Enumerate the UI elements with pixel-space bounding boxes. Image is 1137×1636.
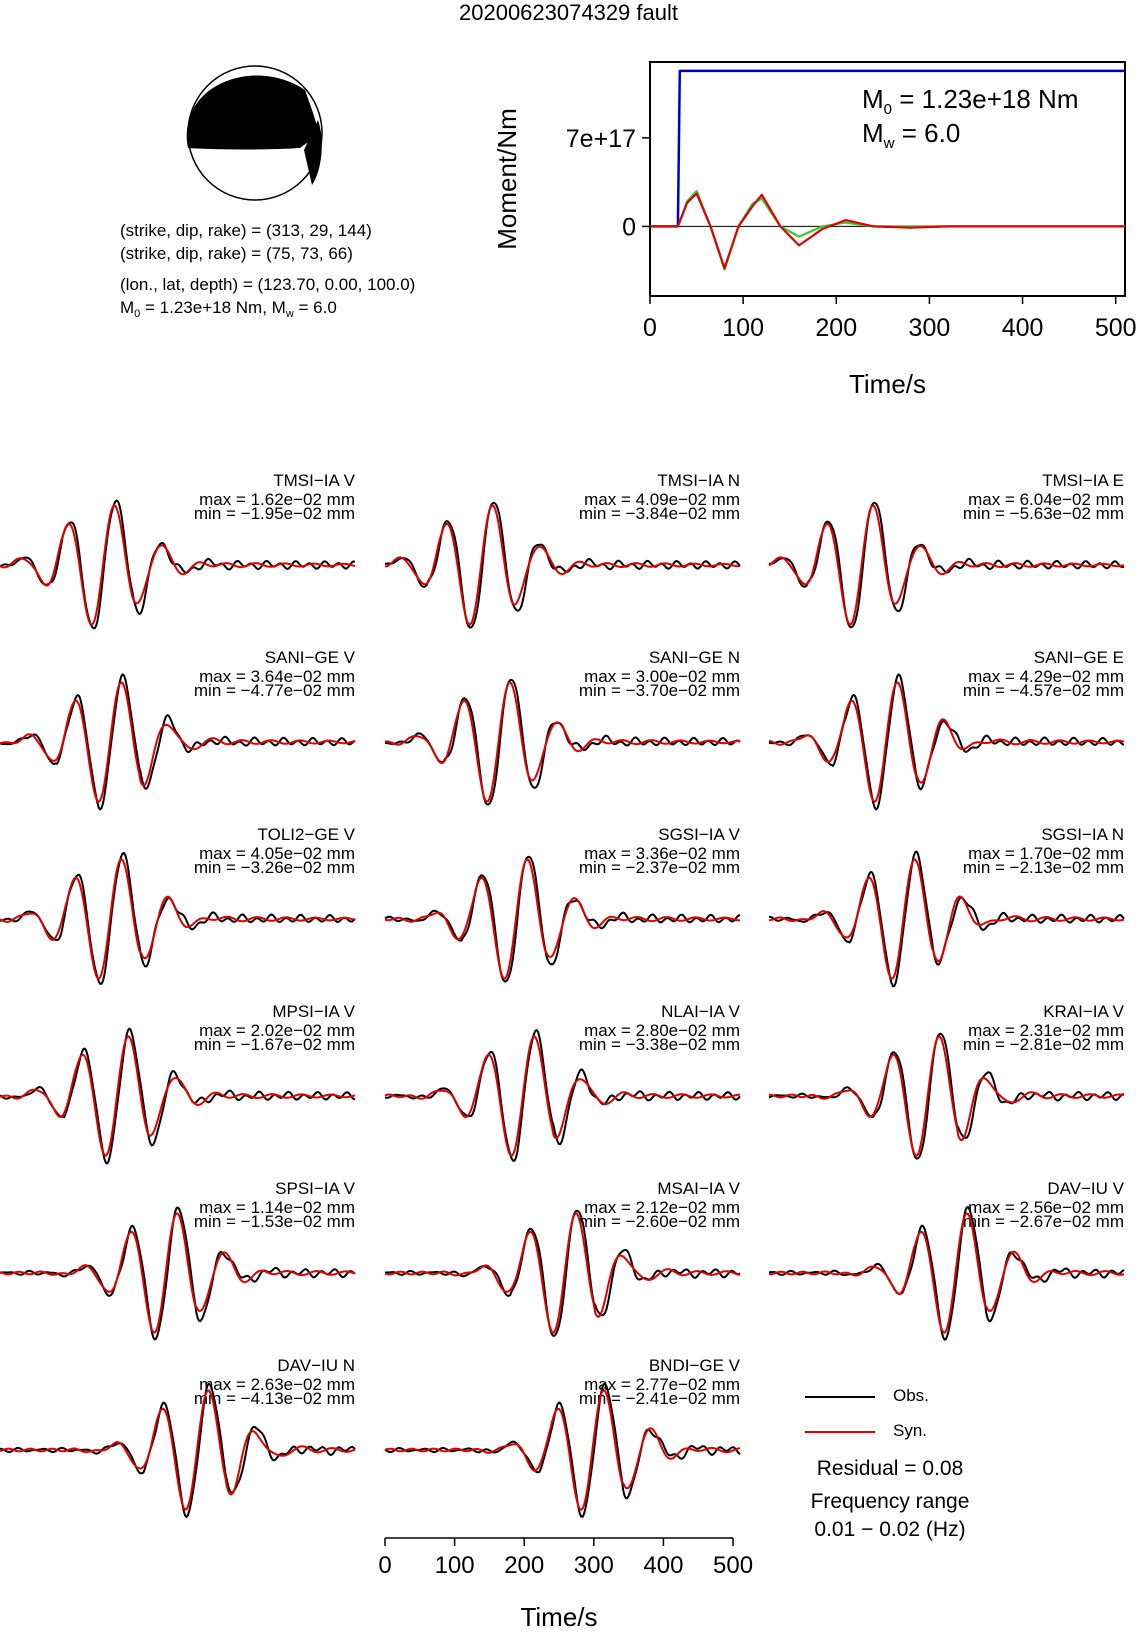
moment-annot-m0 <box>862 84 1078 118</box>
moment-xtick-label-500: 500 <box>1094 314 1137 342</box>
moment-xtick-label-0: 0 <box>643 314 657 342</box>
trace-panel-11 <box>769 1002 1125 1159</box>
trace-max-16: max = 2.77e−02 mm <box>584 1375 740 1394</box>
trace-station-16: BNDI−GE V <box>648 1356 740 1375</box>
page-title: 20200623074329 fault <box>459 0 678 25</box>
trace-panel-10 <box>385 1002 741 1161</box>
legend <box>805 1397 875 1432</box>
trace-max-12: max = 1.14e−02 mm <box>199 1198 355 1217</box>
annot-m0-sub: 0 <box>883 101 893 118</box>
trace-min-9: min = −1.67e−02 mm <box>193 1035 355 1054</box>
moment-ytick-label-0: 0 <box>622 213 636 242</box>
moment-xtick-label-300: 300 <box>908 314 951 342</box>
trace-min-0: min = −1.95e−02 mm <box>193 504 355 523</box>
seismogram-grid <box>0 471 1125 1517</box>
trace-min-5: min = −4.57e−02 mm <box>962 681 1124 700</box>
moment-series-2 <box>650 194 1125 269</box>
trace-station-2: TMSI−IA E <box>1042 471 1124 490</box>
mw-subscript: w <box>285 308 294 320</box>
legend-obs-label: Obs. <box>893 1386 929 1405</box>
trace-syn-15 <box>0 1390 355 1509</box>
trace-station-5: SANI−GE E <box>1033 648 1124 667</box>
mw-text: = 6.0 <box>293 298 337 317</box>
trace-min-13: min = −2.60e−02 mm <box>578 1212 740 1231</box>
trace-station-4: SANI−GE N <box>648 648 740 667</box>
waveform-time-axis <box>378 1538 753 1632</box>
m0-subscript: 0 <box>134 308 141 320</box>
trace-min-15: min = −4.13e−02 mm <box>193 1389 355 1408</box>
trace-min-7: min = −2.37e−02 mm <box>578 858 740 877</box>
trace-max-5: max = 4.29e−02 mm <box>968 667 1124 686</box>
trace-station-0: TMSI−IA V <box>273 471 355 490</box>
trace-panel-7 <box>385 825 741 982</box>
trace-max-10: max = 2.80e−02 mm <box>584 1021 740 1040</box>
nodal-plane-1: (strike, dip, rake) = (313, 29, 144) <box>120 221 372 240</box>
trace-max-14: max = 2.56e−02 mm <box>968 1198 1124 1217</box>
wave-xtick-label-0: 0 <box>378 1552 392 1579</box>
trace-station-9: MPSI−IA V <box>272 1002 355 1021</box>
trace-syn-3 <box>0 682 355 801</box>
trace-max-0: max = 1.62e−02 mm <box>199 490 355 509</box>
trace-min-6: min = −3.26e−02 mm <box>193 858 355 877</box>
frequency-range-title: Frequency range <box>810 1490 970 1513</box>
trace-station-15: DAV−IU N <box>277 1356 355 1375</box>
trace-syn-5 <box>769 682 1124 801</box>
trace-max-11: max = 2.31e−02 mm <box>968 1021 1124 1040</box>
trace-panel-14 <box>769 1179 1125 1340</box>
trace-max-8: max = 1.70e−02 mm <box>968 844 1124 863</box>
trace-station-3: SANI−GE V <box>264 648 355 667</box>
trace-station-8: SGSI−IA N <box>1041 825 1124 844</box>
trace-max-7: max = 3.36e−02 mm <box>584 844 740 863</box>
trace-panel-16 <box>385 1356 741 1517</box>
trace-station-13: MSAI−IA V <box>657 1179 740 1198</box>
trace-station-1: TMSI−IA N <box>657 471 740 490</box>
nodal-plane-2: (strike, dip, rake) = (75, 73, 66) <box>120 244 353 263</box>
trace-max-13: max = 2.12e−02 mm <box>584 1198 740 1217</box>
trace-max-2: max = 6.04e−02 mm <box>968 490 1124 509</box>
trace-min-4: min = −3.70e−02 mm <box>578 681 740 700</box>
annot-mw-sub: w <box>883 135 895 152</box>
trace-min-1: min = −3.84e−02 mm <box>578 504 740 523</box>
trace-syn-6 <box>0 859 355 978</box>
trace-min-3: min = −4.77e−02 mm <box>193 681 355 700</box>
trace-panel-0 <box>0 471 356 628</box>
trace-station-10: NLAI−IA V <box>661 1002 740 1021</box>
trace-panel-6 <box>0 825 356 984</box>
trace-panel-5 <box>769 648 1124 810</box>
wave-xtick-label-500: 500 <box>713 1552 754 1579</box>
trace-max-6: max = 4.05e−02 mm <box>199 844 355 863</box>
trace-panel-1 <box>385 471 740 628</box>
trace-syn-2 <box>769 505 1124 624</box>
wave-xtick-label-100: 100 <box>434 1552 475 1579</box>
trace-min-16: min = −2.41e−02 mm <box>578 1389 740 1408</box>
wave-xlabel: Time/s <box>520 1602 598 1632</box>
moment-xlabel: Time/s <box>848 369 927 399</box>
trace-min-14: min = −2.67e−02 mm <box>962 1212 1124 1231</box>
moment-xtick-label-100: 100 <box>722 314 764 342</box>
trace-max-3: max = 3.64e−02 mm <box>199 667 355 686</box>
trace-panel-9 <box>0 1002 356 1164</box>
moment-ytick-label-7e+17: 7e+17 <box>565 124 636 153</box>
wave-xtick-label-200: 200 <box>504 1552 545 1579</box>
trace-panel-8 <box>769 825 1124 986</box>
trace-panel-3 <box>0 648 356 809</box>
annot-m0-value: = 1.23e+18 Nm <box>892 84 1079 114</box>
moment-xtick-label-400: 400 <box>1001 314 1044 342</box>
trace-panel-2 <box>769 471 1124 627</box>
moment-annot-mw <box>862 118 960 152</box>
trace-panel-15 <box>0 1356 355 1517</box>
trace-station-12: SPSI−IA V <box>275 1179 355 1198</box>
wave-xtick-label-400: 400 <box>643 1552 684 1579</box>
trace-min-8: min = −2.13e−02 mm <box>962 858 1124 877</box>
trace-syn-13 <box>385 1213 740 1332</box>
trace-station-14: DAV−IU V <box>1047 1179 1124 1198</box>
trace-min-12: min = −1.53e−02 mm <box>193 1212 355 1231</box>
moment-ylabel: Moment/Nm <box>492 108 522 250</box>
frequency-range-value: 0.01 − 0.02 (Hz) <box>814 1518 966 1541</box>
trace-syn-1 <box>385 505 740 624</box>
moment-xtick-label-200: 200 <box>815 314 858 342</box>
trace-panel-4 <box>385 648 740 805</box>
trace-station-7: SGSI−IA V <box>658 825 740 844</box>
trace-syn-4 <box>385 682 740 801</box>
trace-panel-12 <box>0 1179 356 1339</box>
wave-xtick-label-300: 300 <box>573 1552 614 1579</box>
trace-station-6: TOLI2−GE V <box>257 825 355 844</box>
annot-m0-symbol: M <box>862 84 884 114</box>
trace-station-11: KRAI−IA V <box>1043 1002 1124 1021</box>
annot-mw-symbol: M <box>862 118 884 148</box>
focal-mechanism-beachball <box>187 66 322 200</box>
residual-label: Residual = 0.08 <box>816 1457 964 1480</box>
trace-min-2: min = −5.63e−02 mm <box>962 504 1124 523</box>
m0-mw-text: = 1.23e+18 Nm, M <box>140 298 286 317</box>
trace-min-10: min = −3.38e−02 mm <box>578 1035 740 1054</box>
annot-mw-value: = 6.0 <box>894 118 961 148</box>
legend-syn-label: Syn. <box>893 1421 928 1440</box>
trace-max-15: max = 2.63e−02 mm <box>199 1375 355 1394</box>
trace-panel-13 <box>385 1179 741 1336</box>
trace-max-1: max = 4.09e−02 mm <box>584 490 740 509</box>
trace-min-11: min = −2.81e−02 mm <box>962 1035 1124 1054</box>
trace-max-9: max = 2.02e−02 mm <box>199 1021 355 1040</box>
trace-syn-8 <box>769 859 1124 978</box>
m0-symbol: M <box>120 298 135 317</box>
source-location: (lon., lat, depth) = (123.70, 0.00, 100.0) <box>120 275 416 294</box>
trace-max-4: max = 3.00e−02 mm <box>584 667 740 686</box>
